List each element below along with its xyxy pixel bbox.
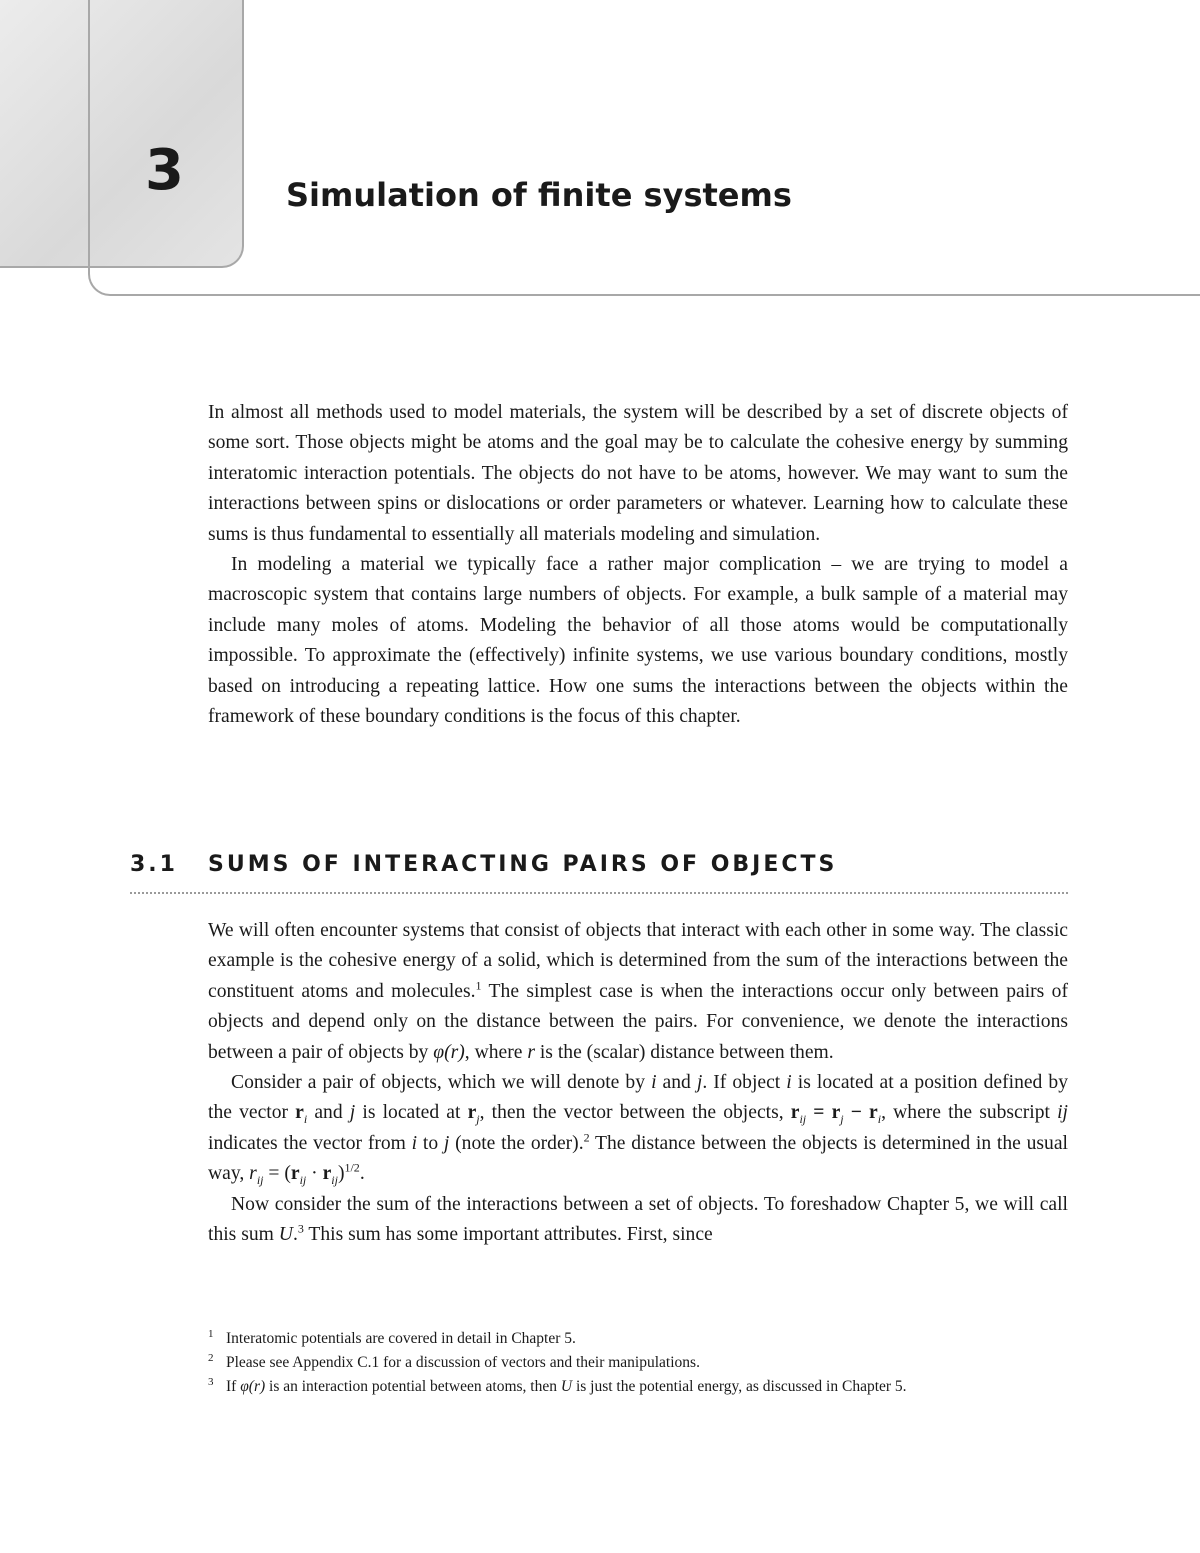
- footnote-3: $^3$ If φ(r) is an interaction potential between atoms, then U is just the potential energy, as discussed in Chapter 5.: [208, 1375, 907, 1395]
- text-run: , then the vector between the objects,: [479, 1102, 791, 1124]
- text-run: is located at: [355, 1102, 468, 1124]
- text-run: and: [656, 1072, 697, 1094]
- text-run: , where: [464, 1041, 528, 1063]
- intro-paragraph-1: In almost all methods used to model materials, the system will be described by a set of discrete objects of some sort. Those objects might be atoms and the goal may be to calculate the cohesive energy by summing interatomic interaction potentials. The objects do not have to be atoms, however. We may want to sum the interactions between spins or dislocations or order parameters or whatever. Learning how to calculate these sums is thus fundamental to essentially all materials modeling and simulation.: [208, 402, 1068, 545]
- vector-ri: r: [295, 1102, 304, 1124]
- dot-right-sub: ij: [331, 1173, 338, 1188]
- text-run: is located at a position defined by the vector: [208, 1072, 1068, 1124]
- distance-rij: r: [249, 1163, 257, 1185]
- i-symbol: i: [411, 1132, 418, 1154]
- section-heading: [130, 852, 1068, 877]
- chapter-title: Simulation of finite systems: [286, 176, 792, 214]
- text-run: (note the order).: [449, 1132, 584, 1154]
- footnote-text: is just the potential energy, as discussed in Chapter 5.: [572, 1378, 907, 1395]
- section-paragraph-3: [208, 1190, 1068, 1251]
- j-symbol: j: [696, 1072, 703, 1094]
- j-symbol: j: [443, 1132, 450, 1154]
- phi-r-symbol: φ(r): [433, 1041, 465, 1063]
- footnote-ref-3: 3: [297, 1221, 304, 1236]
- footnote-text: Please see Appendix C.1 for a discussion of vectors and their manipulations.: [226, 1354, 700, 1371]
- i-symbol: i: [786, 1072, 792, 1094]
- section-title: SUMS OF INTERACTING PAIRS OF OBJECTS: [208, 852, 838, 877]
- section-number: 3.1: [130, 852, 178, 877]
- intro-text: [208, 398, 1068, 732]
- vector-rj: r: [467, 1102, 477, 1124]
- U-symbol: U: [560, 1378, 573, 1395]
- footnotes: [208, 1327, 1068, 1399]
- power-half: 1/2: [344, 1160, 360, 1175]
- vector-rj-sub: j: [476, 1112, 480, 1127]
- vector-rj-rhs-sub: j: [840, 1112, 844, 1127]
- ij-symbol: ij: [1057, 1102, 1068, 1124]
- vector-rij: r: [790, 1102, 800, 1124]
- text-run: ): [337, 1163, 345, 1185]
- section-paragraph-1: [208, 916, 1068, 1068]
- i-symbol: i: [651, 1072, 657, 1094]
- text-run: The simplest case is when the interactions occur only between pairs of objects and depend only on the distance between the pairs. For convenience, we denote the interactions between a pair of objects by: [208, 980, 1068, 1063]
- footnote-text: Interatomic potentials are covered in detail in Chapter 5.: [226, 1330, 576, 1347]
- text-run: .: [359, 1163, 365, 1185]
- section-text: [208, 916, 1068, 1250]
- text-run: , where the subscript: [881, 1102, 1058, 1124]
- header-rule: [88, 266, 1200, 296]
- text-run: This sum has some important attributes. First, since: [303, 1224, 713, 1246]
- text-run: Now consider the sum of the interactions between a set of objects. To foreshadow Chapter 5, we will call this sum: [208, 1193, 1068, 1246]
- distance-rij-sub: ij: [256, 1173, 264, 1188]
- dot-operator: ·: [306, 1163, 323, 1185]
- r-symbol: r: [527, 1041, 535, 1063]
- text-run: to: [417, 1132, 444, 1154]
- dot-left-vector: r: [290, 1163, 300, 1185]
- intro-paragraph-2: In modeling a material we typically face a rather major complication – we are trying to model a macroscopic system that contains large numbers of objects. For example, a bulk sample of a material may include many moles of atoms. Modeling the behavior of all those atoms would be computationally impossible. To approximate the (effectively) infinite systems, we use various boundary conditions, mostly based on introducing a repeating lattice. How one sums the interactions between the objects within the framework of these boundary conditions is the focus of this chapter.: [208, 554, 1068, 728]
- footnote-ref-2: 2: [583, 1130, 590, 1145]
- footnote-text: If: [226, 1378, 241, 1395]
- footnote-2: $^2$ Please see Appendix C.1 for a discussion of vectors and their manipulations.: [208, 1351, 700, 1371]
- vector-rj-rhs: = r: [806, 1102, 841, 1124]
- chapter-tab-divider: [88, 0, 90, 268]
- section-paragraph-2: [208, 1068, 1068, 1190]
- text-run: is the (scalar) distance between them.: [534, 1041, 834, 1063]
- j-symbol: j: [349, 1102, 356, 1124]
- U-symbol: U: [278, 1224, 293, 1246]
- text-run: Consider a pair of objects, which we will denote by: [231, 1072, 652, 1094]
- vector-ri-sub: i: [303, 1112, 308, 1127]
- section-dotted-rule: [130, 892, 1068, 894]
- text-run: We will often encounter systems that consist of objects that interact with each other in some way. The classic example is the cohesive energy of a solid, which is determined from the sum of the interactions between the constituent atoms and molecules.: [208, 920, 1068, 1002]
- text-run: = (: [263, 1163, 291, 1185]
- footnote-1: $^1$ Interatomic potentials are covered in detail in Chapter 5.: [208, 1327, 576, 1347]
- vector-ri-rhs-sub: i: [877, 1112, 882, 1127]
- text-run: indicates the vector from: [208, 1132, 412, 1154]
- text-run: and: [307, 1102, 350, 1124]
- text-run: . If object: [702, 1072, 787, 1094]
- vector-rij-sub: ij: [799, 1112, 807, 1127]
- footnote-text: is an interaction potential between atoms, then: [265, 1378, 561, 1395]
- chapter-number: 3: [145, 138, 184, 203]
- vector-ri-rhs: − r: [843, 1102, 878, 1124]
- text-run: .: [292, 1224, 298, 1246]
- chapter-tab: [0, 0, 244, 268]
- text-run: The distance between the objects is determined in the usual way,: [208, 1132, 1068, 1185]
- phi-r-symbol: φ(r): [240, 1378, 266, 1395]
- footnote-ref-1: 1: [475, 978, 482, 993]
- dot-left-sub: ij: [299, 1173, 307, 1188]
- dot-right-vector: r: [322, 1163, 332, 1185]
